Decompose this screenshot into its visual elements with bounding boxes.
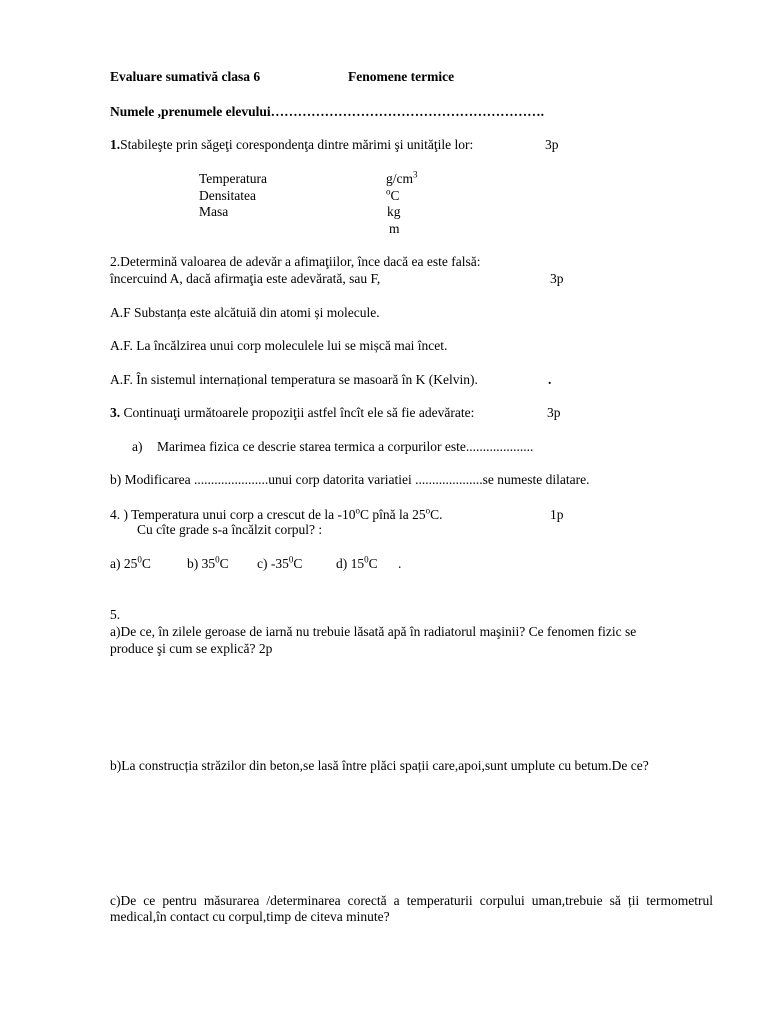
unit-celsius: $^o$C xyxy=(386,186,400,203)
item-b-text: b) Modificarea ......................unui corp datorita variatiei ....................se numeste dilatare. xyxy=(110,472,590,487)
answer-option-a: a) $25^0C$ xyxy=(110,554,151,571)
quantity-mass: Masa xyxy=(199,204,229,219)
question-3-points: 3p xyxy=(547,405,561,420)
answer-option-d: d) $15^0C$ xyxy=(336,554,378,571)
unit-density: $g/cm^3$ xyxy=(386,169,418,186)
item-a-text: Marimea fizica ce descrie starea termica a corpurilor este.................... xyxy=(157,439,534,454)
quantity-density: Densitatea xyxy=(199,188,256,203)
question-1-text: Stabileşte prin săgeţi corespondenţa dintre mărimi şi unităţile lor: xyxy=(120,137,474,152)
statement-3-trailing-dot: . xyxy=(548,372,552,387)
document-topic: Fenomene termice xyxy=(348,69,455,84)
question-5c-text: c)De ce pentru măsurarea /determinarea corectă a temperaturii corpului uman,trebuie să ții termometrul medical,în contact cu corpul,timp de citeva minute? xyxy=(110,893,713,924)
question-2-points: 3p xyxy=(550,271,564,286)
statement-3: A.F. În sistemul internațional temperatura se masoară în K (Kelvin). xyxy=(110,372,478,387)
question-2-line-2: încercuind A, dacă afirmaţia este adevărată, sau F, xyxy=(110,271,381,286)
answer-option-b: b) $35^0C$ xyxy=(187,554,229,571)
question-1-number: 1. xyxy=(110,137,121,152)
unit-m: m xyxy=(389,221,400,236)
question-4-text: 4. ) Temperatura unui corp a crescut de la -10$^o$C pînă la 25$^o$C. xyxy=(110,505,443,522)
question-5b-text: b)La construcția străzilor din beton,se lasă între plăci spații care,apoi,sunt umplute cu betum.De ce? xyxy=(110,758,649,773)
question-3-number: 3. xyxy=(110,405,121,420)
question-5-number: 5. xyxy=(110,607,121,622)
statement-1: A.F Substanța este alcătuiă din atomi și molecule. xyxy=(110,305,380,320)
student-name-line: Numele ,prenumele elevului……………………………………………………. xyxy=(110,104,544,119)
question-1-prompt xyxy=(110,137,473,153)
question-1-points: 3p xyxy=(545,137,559,152)
unit-kg: kg xyxy=(387,204,401,219)
question-5a-line-1: a)De ce, în zilele geroase de iarnă nu trebuie lăsată apă în radiatorul maşinii? Ce fenomen fizic se xyxy=(110,624,637,639)
item-a-marker: a) xyxy=(132,439,143,454)
answer-option-c: c) $-35^0C$ xyxy=(257,554,303,571)
statement-2: A.F. La încălzirea unui corp moleculele lui se mișcă mai încet. xyxy=(110,338,448,353)
question-5a-line-2: produce şi cum se explică? 2p xyxy=(110,641,273,656)
question-3-text: Continuaţi următoarele propoziţii astfel încît ele să fie adevărate: xyxy=(120,405,475,420)
question-4-subquestion: Cu cîte grade s-a încălzit corpul? : xyxy=(137,522,323,537)
question-3-prompt xyxy=(110,405,474,421)
document-title: Evaluare sumativă clasa 6 xyxy=(110,69,261,84)
question-4-points: 1p xyxy=(550,507,564,522)
question-2-line-1: 2.Determină valoarea de adevăr a afimaţiilor, înce dacă ea este falsă: xyxy=(110,254,481,269)
answer-options-end: . xyxy=(398,556,402,571)
quantity-temperature: Temperatura xyxy=(199,171,268,186)
